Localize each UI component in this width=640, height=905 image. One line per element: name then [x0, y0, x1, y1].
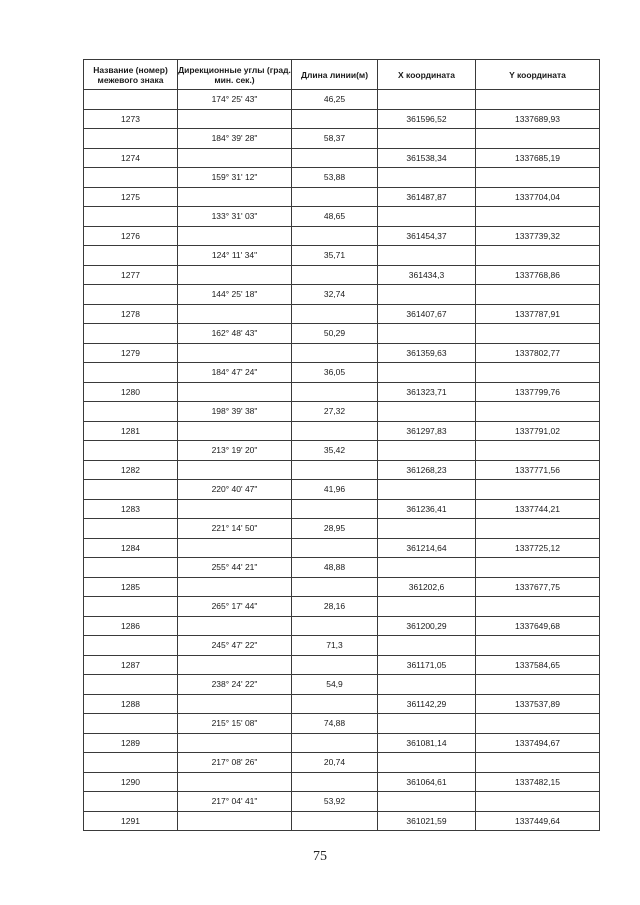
length-cell — [292, 577, 378, 597]
mark-name-cell: 1279 — [84, 343, 178, 363]
table-body — [84, 90, 600, 831]
header-direction-angle: Дирекционные углы (град. мин. сек.) — [178, 60, 292, 90]
length-cell — [292, 343, 378, 363]
y-cell: 1337482,15 — [476, 772, 600, 792]
y-cell — [476, 285, 600, 305]
mark-name-cell — [84, 168, 178, 188]
length-cell: 46,25 — [292, 90, 378, 110]
segment-row — [84, 597, 600, 617]
length-cell — [292, 421, 378, 441]
mark-name-cell: 1288 — [84, 694, 178, 714]
point-row — [84, 304, 600, 324]
point-row — [84, 226, 600, 246]
x-cell: 361596,52 — [378, 109, 476, 129]
segment-row — [84, 363, 600, 383]
x-cell — [378, 636, 476, 656]
x-cell: 361538,34 — [378, 148, 476, 168]
x-cell — [378, 441, 476, 461]
angle-cell — [178, 226, 292, 246]
angle-cell: 217° 08' 26" — [178, 753, 292, 773]
length-cell — [292, 694, 378, 714]
x-cell — [378, 246, 476, 266]
mark-name-cell — [84, 675, 178, 695]
x-cell: 361454,37 — [378, 226, 476, 246]
y-cell: 1337744,21 — [476, 499, 600, 519]
x-cell: 361359,63 — [378, 343, 476, 363]
x-cell — [378, 363, 476, 383]
x-cell — [378, 480, 476, 500]
point-row — [84, 460, 600, 480]
page-number: 75 — [313, 849, 327, 864]
segment-row — [84, 324, 600, 344]
angle-cell: 220° 40' 47" — [178, 480, 292, 500]
segment-row — [84, 519, 600, 539]
x-cell — [378, 168, 476, 188]
point-row — [84, 733, 600, 753]
angle-cell — [178, 538, 292, 558]
y-cell — [476, 558, 600, 578]
segment-row — [84, 480, 600, 500]
length-cell: 41,96 — [292, 480, 378, 500]
point-row — [84, 694, 600, 714]
x-cell: 361081,14 — [378, 733, 476, 753]
mark-name-cell: 1281 — [84, 421, 178, 441]
y-cell: 1337689,93 — [476, 109, 600, 129]
header-x-coordinate: X координата — [378, 60, 476, 90]
angle-cell: 215° 15' 08" — [178, 714, 292, 734]
angle-cell: 213° 19' 20" — [178, 441, 292, 461]
angle-cell — [178, 616, 292, 636]
length-cell — [292, 811, 378, 831]
mark-name-cell — [84, 90, 178, 110]
y-cell: 1337704,04 — [476, 187, 600, 207]
segment-row — [84, 207, 600, 227]
y-cell — [476, 246, 600, 266]
y-cell — [476, 480, 600, 500]
length-cell: 50,29 — [292, 324, 378, 344]
y-cell: 1337449,64 — [476, 811, 600, 831]
y-cell: 1337787,91 — [476, 304, 600, 324]
angle-cell — [178, 148, 292, 168]
y-cell — [476, 753, 600, 773]
point-row — [84, 772, 600, 792]
angle-cell: 255° 44' 21" — [178, 558, 292, 578]
length-cell: 53,92 — [292, 792, 378, 812]
angle-cell — [178, 265, 292, 285]
mark-name-cell: 1273 — [84, 109, 178, 129]
length-cell — [292, 187, 378, 207]
length-cell — [292, 616, 378, 636]
length-cell — [292, 499, 378, 519]
angle-cell: 217° 04' 41" — [178, 792, 292, 812]
angle-cell — [178, 187, 292, 207]
segment-row — [84, 441, 600, 461]
x-cell — [378, 285, 476, 305]
length-cell: 32,74 — [292, 285, 378, 305]
angle-cell: 133° 31' 03" — [178, 207, 292, 227]
mark-name-cell: 1280 — [84, 382, 178, 402]
y-cell: 1337768,86 — [476, 265, 600, 285]
y-cell: 1337799,76 — [476, 382, 600, 402]
length-cell: 74,88 — [292, 714, 378, 734]
x-cell: 361142,29 — [378, 694, 476, 714]
angle-cell — [178, 382, 292, 402]
x-cell — [378, 675, 476, 695]
mark-name-cell — [84, 480, 178, 500]
point-row — [84, 187, 600, 207]
mark-name-cell: 1277 — [84, 265, 178, 285]
x-cell — [378, 753, 476, 773]
segment-row — [84, 558, 600, 578]
mark-name-cell — [84, 753, 178, 773]
angle-cell — [178, 655, 292, 675]
mark-name-cell — [84, 792, 178, 812]
segment-row — [84, 402, 600, 422]
angle-cell: 144° 25' 18" — [178, 285, 292, 305]
mark-name-cell: 1291 — [84, 811, 178, 831]
angle-cell: 174° 25' 43" — [178, 90, 292, 110]
y-cell: 1337739,32 — [476, 226, 600, 246]
mark-name-cell — [84, 558, 178, 578]
y-cell: 1337791,02 — [476, 421, 600, 441]
mark-name-cell — [84, 324, 178, 344]
angle-cell: 198° 39' 38" — [178, 402, 292, 422]
boundary-coordinates-table — [83, 59, 600, 831]
mark-name-cell — [84, 402, 178, 422]
length-cell: 54,9 — [292, 675, 378, 695]
x-cell — [378, 129, 476, 149]
mark-name-cell — [84, 207, 178, 227]
x-cell: 361236,41 — [378, 499, 476, 519]
x-cell — [378, 558, 476, 578]
segment-row — [84, 90, 600, 110]
point-row — [84, 499, 600, 519]
y-cell: 1337771,56 — [476, 460, 600, 480]
x-cell: 361021,59 — [378, 811, 476, 831]
mark-name-cell — [84, 441, 178, 461]
length-cell: 71,3 — [292, 636, 378, 656]
point-row — [84, 538, 600, 558]
angle-cell — [178, 460, 292, 480]
y-cell — [476, 402, 600, 422]
angle-cell: 124° 11' 34" — [178, 246, 292, 266]
segment-row — [84, 792, 600, 812]
angle-cell — [178, 109, 292, 129]
y-cell — [476, 168, 600, 188]
header-mark-name: Название (номер) межевого знака — [84, 60, 178, 90]
angle-cell — [178, 421, 292, 441]
y-cell — [476, 636, 600, 656]
angle-cell — [178, 811, 292, 831]
segment-row — [84, 168, 600, 188]
mark-name-cell: 1284 — [84, 538, 178, 558]
x-cell — [378, 402, 476, 422]
length-cell — [292, 772, 378, 792]
point-row — [84, 109, 600, 129]
mark-name-cell — [84, 129, 178, 149]
x-cell — [378, 324, 476, 344]
angle-cell — [178, 304, 292, 324]
mark-name-cell: 1285 — [84, 577, 178, 597]
length-cell — [292, 460, 378, 480]
y-cell: 1337677,75 — [476, 577, 600, 597]
x-cell: 361487,87 — [378, 187, 476, 207]
mark-name-cell: 1286 — [84, 616, 178, 636]
x-cell: 361407,67 — [378, 304, 476, 324]
length-cell: 20,74 — [292, 753, 378, 773]
angle-cell — [178, 577, 292, 597]
mark-name-cell — [84, 285, 178, 305]
y-cell — [476, 90, 600, 110]
mark-name-cell: 1274 — [84, 148, 178, 168]
angle-cell — [178, 733, 292, 753]
y-cell — [476, 792, 600, 812]
y-cell: 1337649,68 — [476, 616, 600, 636]
y-cell: 1337725,12 — [476, 538, 600, 558]
mark-name-cell: 1276 — [84, 226, 178, 246]
angle-cell — [178, 499, 292, 519]
angle-cell: 162° 48' 43" — [178, 324, 292, 344]
point-row — [84, 655, 600, 675]
x-cell — [378, 207, 476, 227]
length-cell — [292, 265, 378, 285]
angle-cell: 238° 24' 22" — [178, 675, 292, 695]
length-cell — [292, 148, 378, 168]
mark-name-cell — [84, 597, 178, 617]
x-cell: 361268,23 — [378, 460, 476, 480]
y-cell — [476, 324, 600, 344]
x-cell: 361214,64 — [378, 538, 476, 558]
length-cell: 27,32 — [292, 402, 378, 422]
length-cell: 58,37 — [292, 129, 378, 149]
segment-row — [84, 285, 600, 305]
x-cell: 361202,6 — [378, 577, 476, 597]
segment-row — [84, 129, 600, 149]
length-cell — [292, 382, 378, 402]
length-cell: 36,05 — [292, 363, 378, 383]
length-cell: 35,42 — [292, 441, 378, 461]
y-cell — [476, 207, 600, 227]
header-line-length: Длина линии(м) — [292, 60, 378, 90]
length-cell: 28,95 — [292, 519, 378, 539]
x-cell — [378, 519, 476, 539]
angle-cell: 245° 47' 22" — [178, 636, 292, 656]
mark-name-cell — [84, 636, 178, 656]
mark-name-cell — [84, 714, 178, 734]
angle-cell — [178, 694, 292, 714]
x-cell: 361323,71 — [378, 382, 476, 402]
angle-cell: 265° 17' 44" — [178, 597, 292, 617]
x-cell: 361064,61 — [378, 772, 476, 792]
y-cell: 1337494,67 — [476, 733, 600, 753]
y-cell: 1337685,19 — [476, 148, 600, 168]
header-row — [84, 60, 600, 90]
angle-cell: 184° 47' 24" — [178, 363, 292, 383]
length-cell: 48,88 — [292, 558, 378, 578]
mark-name-cell — [84, 519, 178, 539]
length-cell — [292, 733, 378, 753]
point-row — [84, 265, 600, 285]
length-cell — [292, 655, 378, 675]
x-cell — [378, 792, 476, 812]
length-cell: 48,65 — [292, 207, 378, 227]
point-row — [84, 421, 600, 441]
x-cell: 361297,83 — [378, 421, 476, 441]
point-row — [84, 148, 600, 168]
length-cell: 28,16 — [292, 597, 378, 617]
angle-cell: 221° 14' 50" — [178, 519, 292, 539]
angle-cell — [178, 772, 292, 792]
mark-name-cell: 1275 — [84, 187, 178, 207]
mark-name-cell: 1287 — [84, 655, 178, 675]
x-cell: 361200,29 — [378, 616, 476, 636]
header-y-coordinate: Y координата — [476, 60, 600, 90]
mark-name-cell — [84, 246, 178, 266]
length-cell — [292, 538, 378, 558]
y-cell — [476, 363, 600, 383]
length-cell: 53,88 — [292, 168, 378, 188]
x-cell — [378, 597, 476, 617]
segment-row — [84, 714, 600, 734]
x-cell: 361171,05 — [378, 655, 476, 675]
y-cell: 1337802,77 — [476, 343, 600, 363]
mark-name-cell: 1289 — [84, 733, 178, 753]
y-cell — [476, 441, 600, 461]
y-cell — [476, 714, 600, 734]
mark-name-cell: 1290 — [84, 772, 178, 792]
angle-cell: 159° 31' 12" — [178, 168, 292, 188]
mark-name-cell — [84, 363, 178, 383]
mark-name-cell: 1278 — [84, 304, 178, 324]
y-cell: 1337584,65 — [476, 655, 600, 675]
y-cell — [476, 519, 600, 539]
segment-row — [84, 636, 600, 656]
point-row — [84, 811, 600, 831]
y-cell: 1337537,89 — [476, 694, 600, 714]
mark-name-cell: 1282 — [84, 460, 178, 480]
y-cell — [476, 675, 600, 695]
length-cell — [292, 109, 378, 129]
length-cell: 35,71 — [292, 246, 378, 266]
length-cell — [292, 304, 378, 324]
mark-name-cell: 1283 — [84, 499, 178, 519]
x-cell — [378, 90, 476, 110]
segment-row — [84, 675, 600, 695]
point-row — [84, 382, 600, 402]
segment-row — [84, 246, 600, 266]
segment-row — [84, 753, 600, 773]
y-cell — [476, 597, 600, 617]
y-cell — [476, 129, 600, 149]
point-row — [84, 577, 600, 597]
x-cell: 361434,3 — [378, 265, 476, 285]
angle-cell: 184° 39' 28" — [178, 129, 292, 149]
angle-cell — [178, 343, 292, 363]
length-cell — [292, 226, 378, 246]
point-row — [84, 343, 600, 363]
x-cell — [378, 714, 476, 734]
point-row — [84, 616, 600, 636]
